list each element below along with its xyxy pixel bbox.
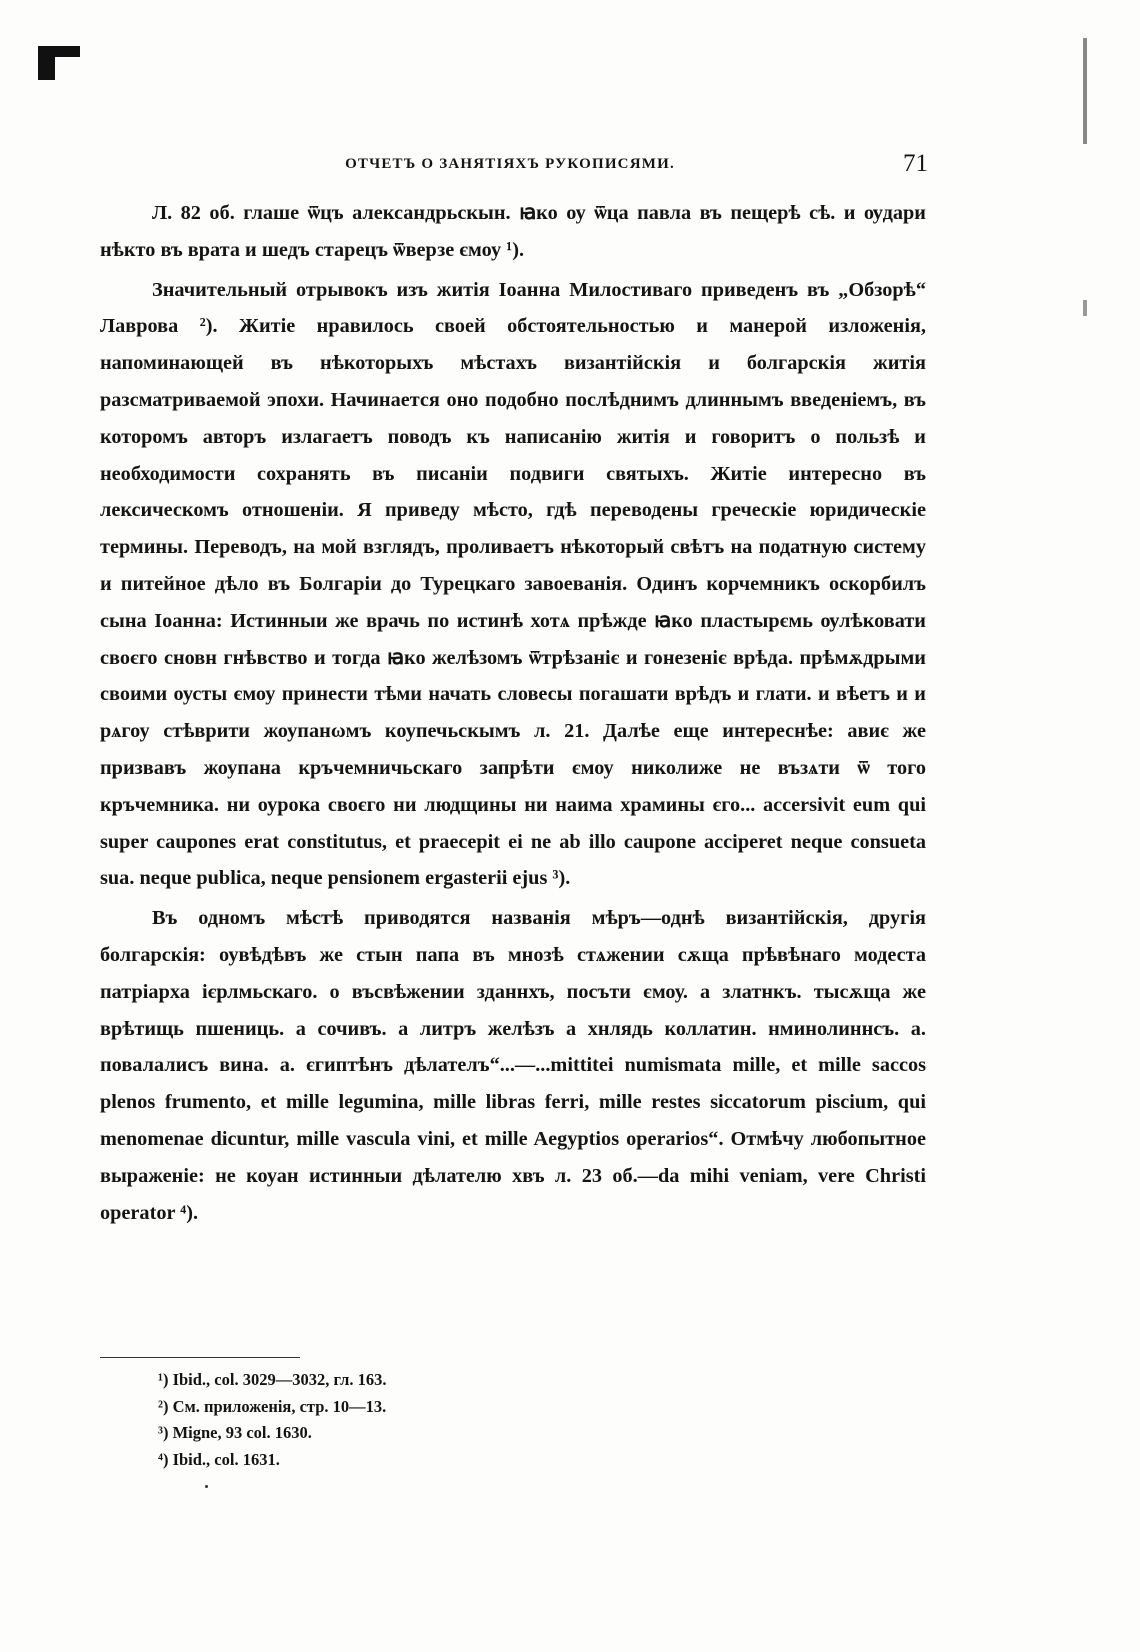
corner-registration-mark: [38, 46, 80, 80]
paragraph-3: Въ одномъ мѣстѣ приводятся названія мѣръ—однѣ византійскія, другія болгарскія: оувѣдѣвъ же стын папа въ мнозѣ стѧжении сѫща прѣвѣнаго модеста патріарха ієрлмьскаго. о въсвѣжении зданнхъ, посъти ємоу. а златнкъ. тысѫща же врѣтищь пшениць. а сочивъ. а литръ желѣзъ а хнлядь коллатин. нминолиннсъ. а. повалалисъ вина. а. єгиптѣнъ дѣлателъ“...—...mittitei numismata mille, et mille saccos plenos frumento, et mille legumina, mille libras ferri, mille restes siccatorum piscium, qui menomenae dicuntur, mille vascula vini, et mille Aegyptios operarios“. Отмѣчу любопытное выраженіе: не коуан истинныи дѣлателю хвъ л. 23 об.—da mihi veniam, vere Christi operator ⁴).: [100, 907, 926, 1224]
paragraph-2: Значительный отрывокъ изъ житія Іоанна Милостиваго приведенъ въ „Обзорѣ“ Лаврова ²). Житіе нравилось своей обстоятельностью и манерой изложенія, напоминающей въ нѣкоторыхъ мѣстахъ византійскія и болгарскія житія разсматриваемой эпохи. Начинается оно подобно послѣднимъ длиннымъ введеніемъ, въ которомъ авторъ излагаетъ поводъ къ написанію житія и говоритъ о пользѣ и необходимости сохранять въ писаніи подвиги святыхъ. Житіе интересно въ лексическомъ отношеніи. Я приведу мѣсто, гдѣ переводены греческіе юридическіе термины. Переводъ, на мой взглядъ, проливаетъ нѣкоторый свѣтъ на податную систему и питейное дѣло въ Болгаріи до Турецкаго завоеванія. Одинъ корчемникъ оскорбилъ сына Іоанна: Истинныи же врачь по истинѣ хотѧ прѣжде ꙗко пластырємь ѹлѣковати своєго сновн гнѣвство и тогда ꙗко желѣзомъ ѿтрѣзаніє и гонезеніє врѣда. прѣмѫдрыми своими оусты ємоу принести тѣми начать словесы погашати врѣдъ и глати. и вѣетъ и и рѧгоу стѣврити жоупанωмъ коупечьскымъ л. 21. Далѣе еще интереснѣе: авиє же призвавъ жоупана кръчемничьскаго запрѣти ємоу николиже не възѧти ѿ того кръчемника. ни оурока своєго ни людщины ни наима храмины єго... accersivit eum qui super caupones erat constitutus, et praecepit ei ne ab illo caupone acciperet neque consueta sua. neque publica, neque pensionem ergasterii ejus ³).: [100, 278, 926, 890]
stray-dot: [205, 1485, 208, 1488]
footnote-3: ³) Migne, 93 col. 1630.: [158, 1423, 312, 1442]
scan-edge-bar: [1083, 38, 1087, 144]
footnote-1: ¹) Ibid., col. 3029—3032, гл. 163.: [158, 1370, 387, 1389]
page-header: [100, 150, 928, 180]
footnote-2: ²) См. приложенія, стр. 10—13.: [158, 1396, 387, 1416]
page-number: 71: [903, 150, 928, 177]
scan-edge-tick: [1083, 300, 1087, 316]
footnotes: [158, 1367, 858, 1473]
footnote-4: ⁴) Ibid., col. 1631.: [158, 1449, 280, 1469]
footnote-rule: [100, 1357, 300, 1358]
running-title: ОТЧЕТЪ О ЗАНЯТІЯХЪ РУКОПИСЯМИ.: [345, 156, 675, 172]
paragraph-1: Л. 82 об. глаше ѿцъ александрьскын. ꙗко оу ѿца павла въ пещерѣ сѣ. и ѹдари нѣкто въ врата и шедъ старецъ ѿверзе ємоу ¹).: [100, 202, 926, 261]
main-text: [100, 195, 926, 1231]
